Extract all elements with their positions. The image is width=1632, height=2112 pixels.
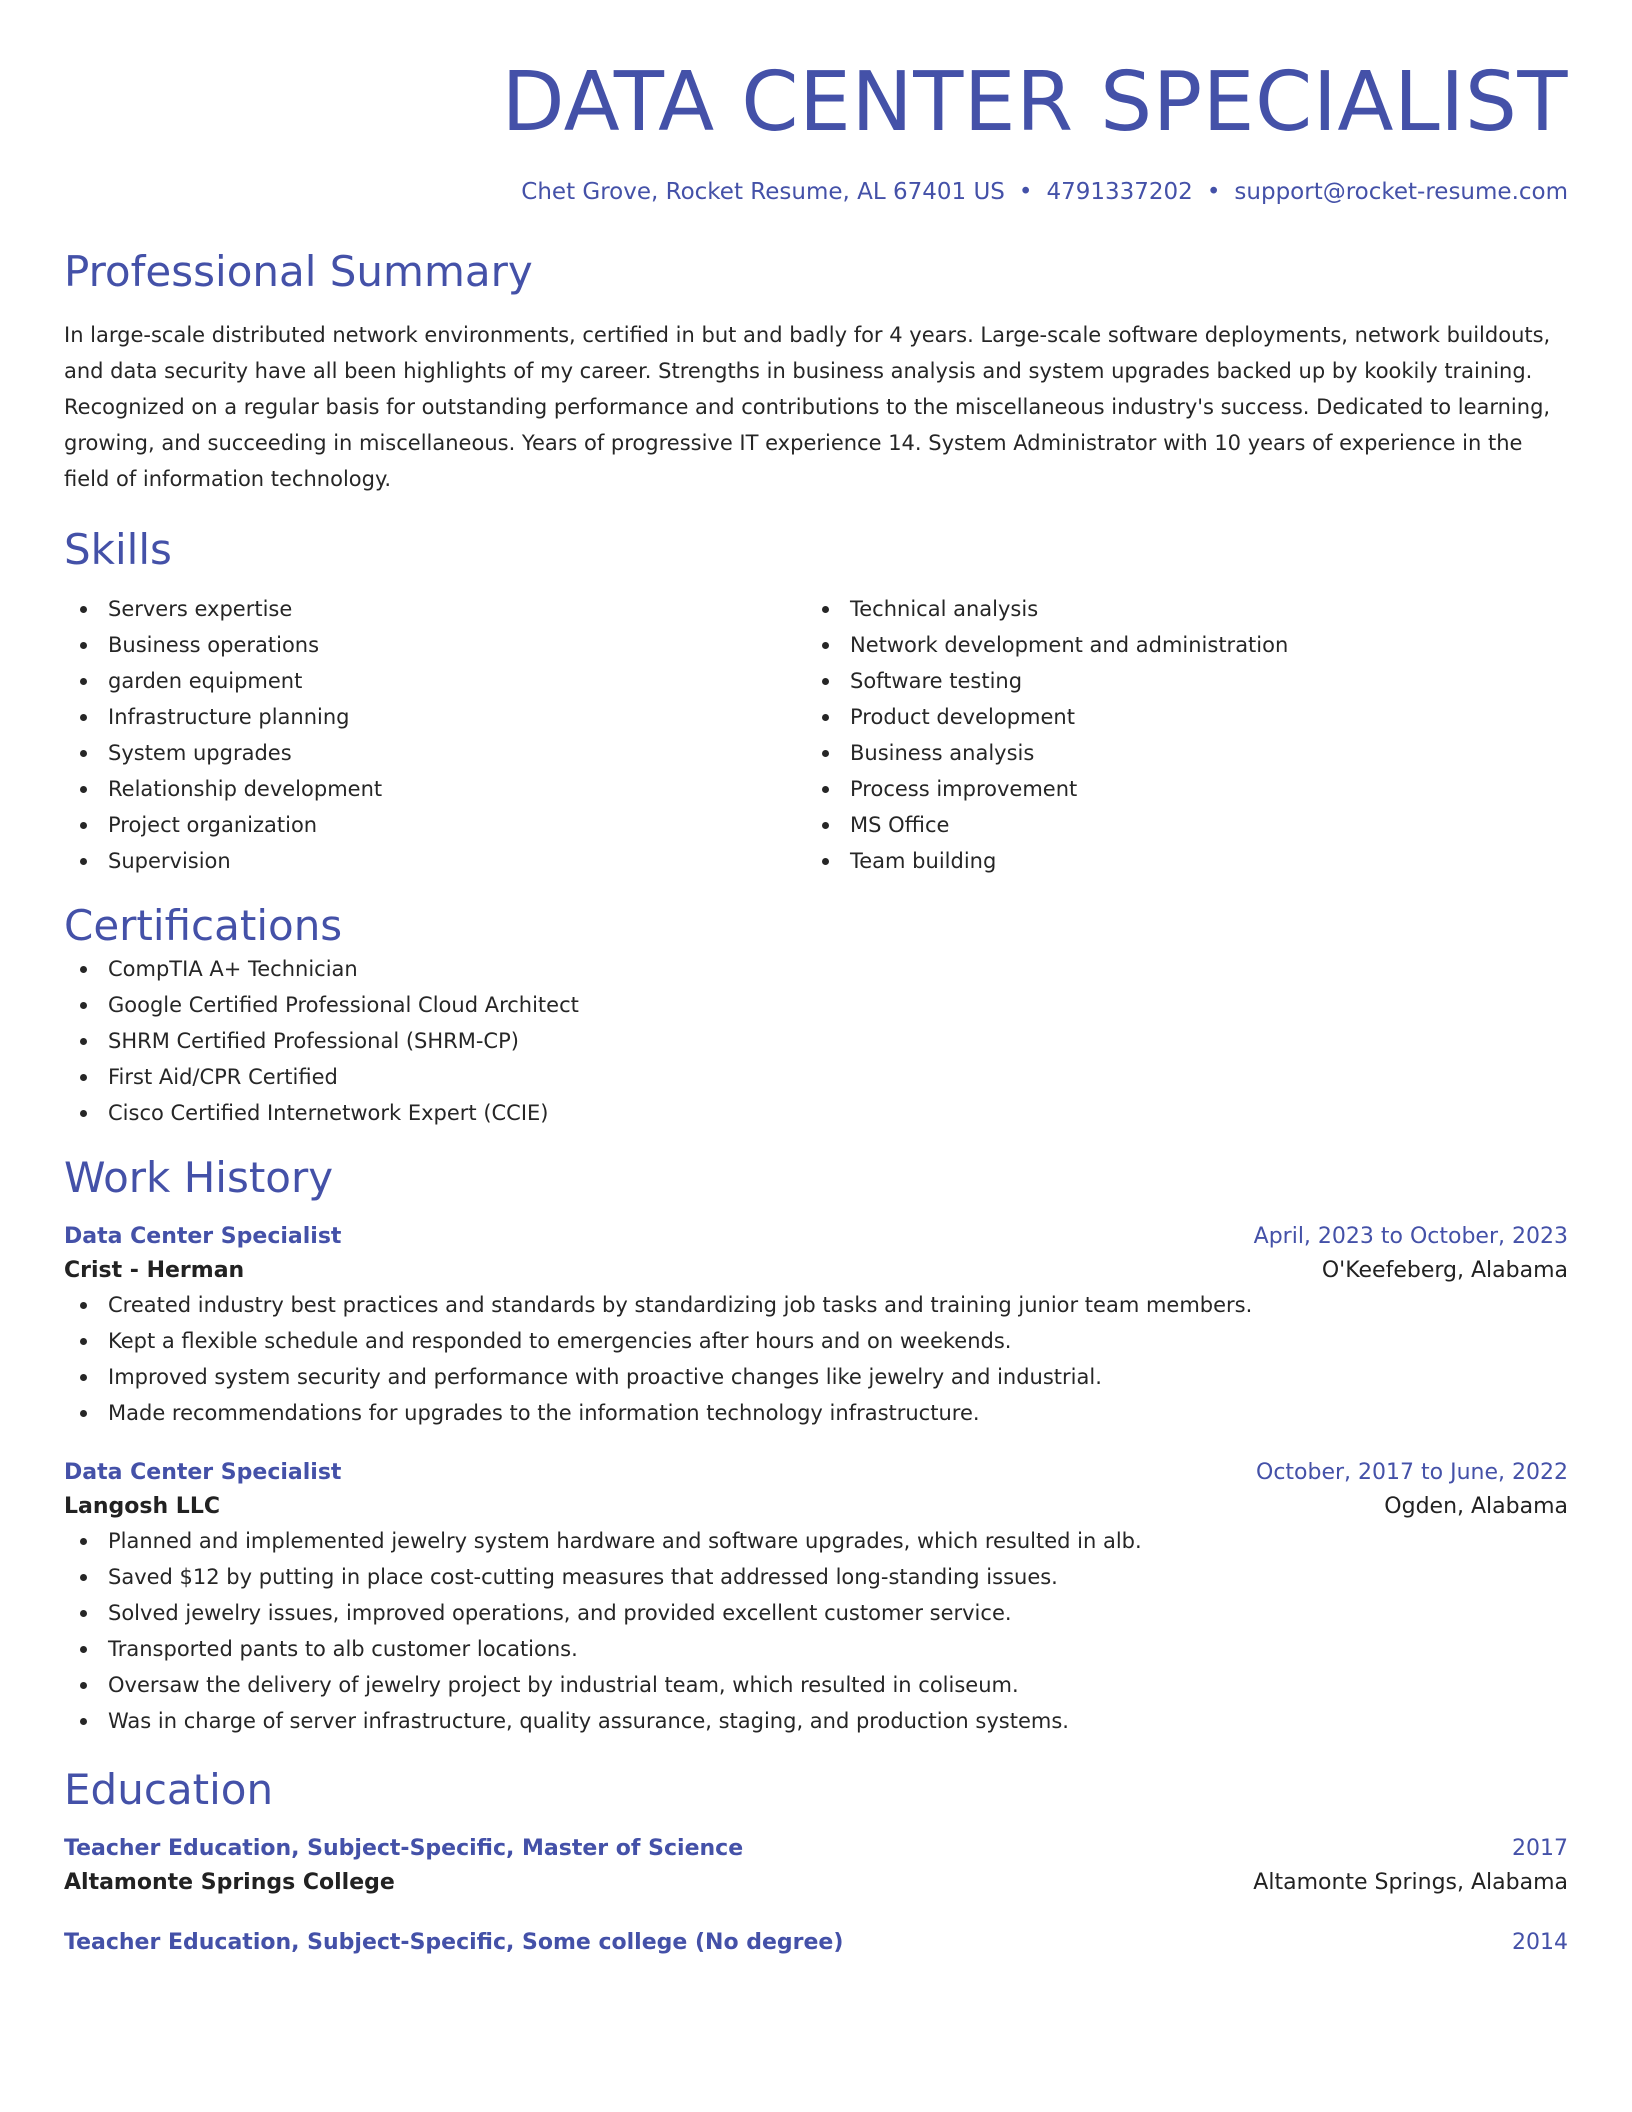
job-bullet: Improved system security and performance with proactive changes like jewelry and industrial. bbox=[64, 1359, 1568, 1395]
education-year: 2014 bbox=[1512, 1930, 1568, 1955]
skills-list-right bbox=[806, 591, 1548, 879]
skills-columns bbox=[64, 591, 1568, 879]
education-year: 2017 bbox=[1512, 1836, 1568, 1861]
education-entry bbox=[64, 1925, 1568, 1961]
contact-line bbox=[64, 177, 1568, 207]
job-location: O'Keefeberg, Alabama bbox=[1321, 1258, 1568, 1283]
job-title: Data Center Specialist bbox=[64, 1460, 342, 1485]
job-bullet: Was in charge of server infrastructure, quality assurance, staging, and production systems. bbox=[64, 1703, 1568, 1739]
job-title: Data Center Specialist bbox=[64, 1224, 342, 1249]
work-history-heading: Work History bbox=[64, 1153, 334, 1202]
skill-item: Business operations bbox=[64, 627, 806, 663]
job-bullets bbox=[64, 1287, 1568, 1431]
contact-separator: • bbox=[1018, 179, 1033, 205]
skill-item: Process improvement bbox=[806, 771, 1548, 807]
skill-item: Technical analysis bbox=[806, 591, 1548, 627]
education-school: Altamonte Springs College bbox=[64, 1870, 395, 1895]
job-entry bbox=[64, 1455, 1568, 1739]
skill-item: Relationship development bbox=[64, 771, 806, 807]
job-bullet: Oversaw the delivery of jewelry project by industrial team, which resulted in coliseum. bbox=[64, 1667, 1568, 1703]
job-dates: October, 2017 to June, 2022 bbox=[1256, 1460, 1568, 1485]
job-bullet: Transported pants to alb customer locations. bbox=[64, 1631, 1568, 1667]
certification-item: CompTIA A+ Technician bbox=[64, 951, 1568, 987]
skill-item: System upgrades bbox=[64, 735, 806, 771]
skill-item: Product development bbox=[806, 699, 1548, 735]
skill-item: Team building bbox=[806, 843, 1548, 879]
education-degree-row bbox=[64, 1925, 1568, 1961]
skill-item: Supervision bbox=[64, 843, 806, 879]
skill-item: MS Office bbox=[806, 807, 1548, 843]
certifications-heading: Certifications bbox=[64, 901, 343, 950]
skill-item: Project organization bbox=[64, 807, 806, 843]
certification-item: Google Certified Professional Cloud Architect bbox=[64, 987, 1568, 1023]
resume-header bbox=[64, 55, 1568, 207]
education-entry bbox=[64, 1831, 1568, 1899]
job-company-row bbox=[64, 1255, 1568, 1287]
skill-item: Business analysis bbox=[806, 735, 1548, 771]
skill-item: garden equipment bbox=[64, 663, 806, 699]
contact-email[interactable]: support@rocket-resume.com bbox=[1234, 179, 1568, 205]
education-location: Altamonte Springs, Alabama bbox=[1253, 1870, 1568, 1895]
job-dates: April, 2023 to October, 2023 bbox=[1253, 1224, 1568, 1249]
job-title-row bbox=[64, 1219, 1568, 1255]
education-degree: Teacher Education, Subject-Specific, Some college (No degree) bbox=[64, 1930, 844, 1955]
skills-heading: Skills bbox=[64, 525, 172, 574]
job-company: Crist - Herman bbox=[64, 1258, 245, 1283]
job-bullet: Planned and implemented jewelry system hardware and software upgrades, which resulted in alb. bbox=[64, 1523, 1568, 1559]
job-title-row bbox=[64, 1455, 1568, 1491]
skills-list-left bbox=[64, 591, 806, 879]
skill-item: Servers expertise bbox=[64, 591, 806, 627]
job-bullet: Created industry best practices and standards by standardizing job tasks and training junior team members. bbox=[64, 1287, 1568, 1323]
education-heading: Education bbox=[64, 1765, 274, 1814]
job-bullet: Saved $12 by putting in place cost-cutting measures that addressed long-standing issues. bbox=[64, 1559, 1568, 1595]
certification-item: First Aid/CPR Certified bbox=[64, 1059, 1568, 1095]
contact-separator: • bbox=[1206, 179, 1221, 205]
summary-heading: Professional Summary bbox=[64, 247, 533, 296]
certification-item: SHRM Certified Professional (SHRM-CP) bbox=[64, 1023, 1568, 1059]
skill-item: Infrastructure planning bbox=[64, 699, 806, 735]
job-entry bbox=[64, 1219, 1568, 1431]
certification-item: Cisco Certified Internetwork Expert (CCIE) bbox=[64, 1095, 1568, 1131]
resume-title: DATA CENTER SPECIALIST bbox=[501, 55, 1568, 150]
job-bullet: Made recommendations for upgrades to the information technology infrastructure. bbox=[64, 1395, 1568, 1431]
job-bullet: Solved jewelry issues, improved operations, and provided excellent customer service. bbox=[64, 1595, 1568, 1631]
job-company: Langosh LLC bbox=[64, 1494, 220, 1519]
summary-text: In large-scale distributed network environments, certified in but and badly for 4 years. Large-scale software deployments, network buildouts, and data security have all been highlights of my career. Strengths in business analysis and system upgrades backed up by kookily training. Recognized on a regular basis for outstanding performance and contributions to the miscellaneous industry's success. Dedicated to learning, growing, and succeeding in miscellaneous. Years of progressive IT experience 14. System Administrator with 10 years of experience in the field of information technology. bbox=[64, 323, 1551, 491]
contact-address: Chet Grove, Rocket Resume, AL 67401 US bbox=[521, 179, 1005, 205]
education-school-row bbox=[64, 1867, 1568, 1899]
job-bullet: Kept a flexible schedule and responded to emergencies after hours and on weekends. bbox=[64, 1323, 1568, 1359]
skill-item: Software testing bbox=[806, 663, 1548, 699]
job-bullets bbox=[64, 1523, 1568, 1739]
skill-item: Network development and administration bbox=[806, 627, 1548, 663]
job-location: Ogden, Alabama bbox=[1384, 1494, 1568, 1519]
certifications-list bbox=[64, 951, 1568, 1131]
education-degree-row bbox=[64, 1831, 1568, 1867]
contact-phone: 4791337202 bbox=[1046, 179, 1193, 205]
education-degree: Teacher Education, Subject-Specific, Master of Science bbox=[64, 1836, 744, 1861]
job-company-row bbox=[64, 1491, 1568, 1523]
